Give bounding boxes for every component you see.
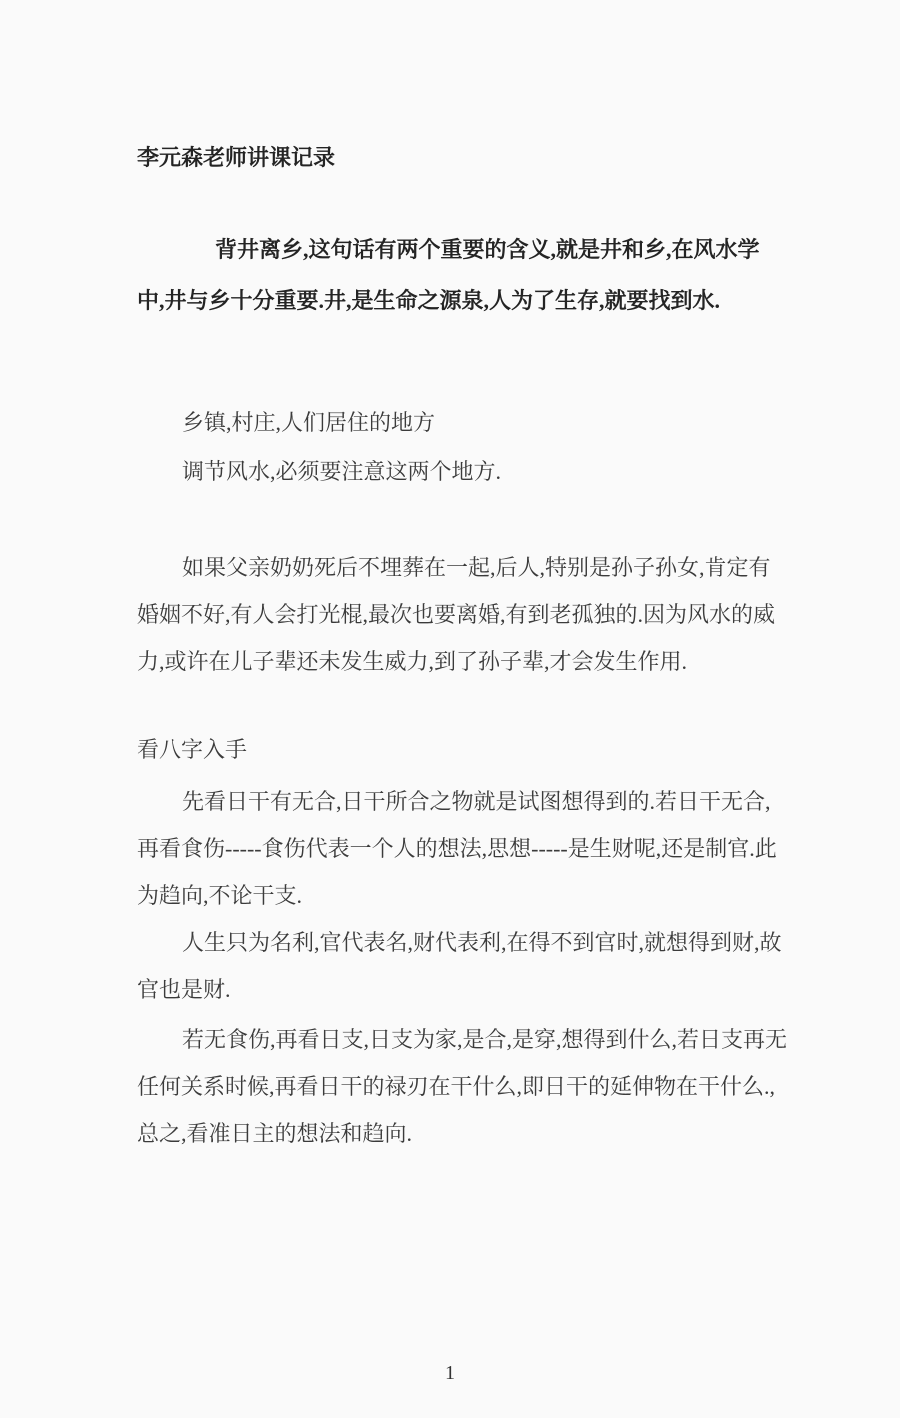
paragraph-minli bbox=[137, 919, 782, 1013]
text-line: 若无食伤,再看日支,日支为家,是合,是穿,想得到什么,若日支再无 bbox=[182, 1027, 788, 1052]
text-line: 力,或许在儿子辈还未发生威力,到了孙子辈,才会发生作用. bbox=[137, 649, 688, 674]
text-line: 为趋向,不论干支. bbox=[137, 883, 303, 908]
paragraph-burial bbox=[137, 544, 776, 685]
section-heading-bazi bbox=[137, 726, 767, 773]
text-line: 看八字入手 bbox=[137, 737, 248, 762]
paragraph-intro-bold bbox=[137, 224, 767, 326]
document-page bbox=[0, 146, 900, 1418]
text-line: 任何关系时候,再看日干的禄刃在干什么,即日干的延伸物在干什么., bbox=[137, 1074, 776, 1099]
text-line: 乡镇,村庄,人们居住的地方 bbox=[182, 410, 436, 435]
text-line: 如果父亲奶奶死后不埋葬在一起,后人,特别是孙子孙女,肯定有 bbox=[182, 555, 771, 580]
page-title: 李元森老师讲课记录 bbox=[137, 145, 336, 170]
page-number: 1 bbox=[445, 1362, 455, 1384]
text-line: 总之,看准日主的想法和趋向. bbox=[137, 1121, 413, 1146]
paragraph-rigan bbox=[137, 778, 777, 919]
text-line: 中,井与乡十分重要.井,是生命之源泉,人为了生存,就要找到水. bbox=[137, 288, 721, 313]
text-line: 先看日干有无合,日干所合之物就是试图想得到的.若日干无合, bbox=[182, 789, 771, 814]
paragraph-rizhi bbox=[137, 1016, 788, 1157]
text-line: 人生只为名利,官代表名,财代表利,在得不到官时,就想得到财,故 bbox=[182, 930, 782, 955]
text-line: 背井离乡,这句话有两个重要的含义,就是井和乡,在风水学 bbox=[215, 237, 760, 262]
text-line: 再看食伤-----食伤代表一个人的想法,思想-----是生财呢,还是制官.此 bbox=[137, 836, 777, 861]
text-line: 调节风水,必须要注意这两个地方. bbox=[182, 459, 502, 484]
paragraph-township bbox=[137, 398, 767, 496]
text-line: 官也是财. bbox=[137, 977, 231, 1002]
text-line: 婚姻不好,有人会打光棍,最次也要离婚,有到老孤独的.因为风水的威 bbox=[137, 602, 776, 627]
